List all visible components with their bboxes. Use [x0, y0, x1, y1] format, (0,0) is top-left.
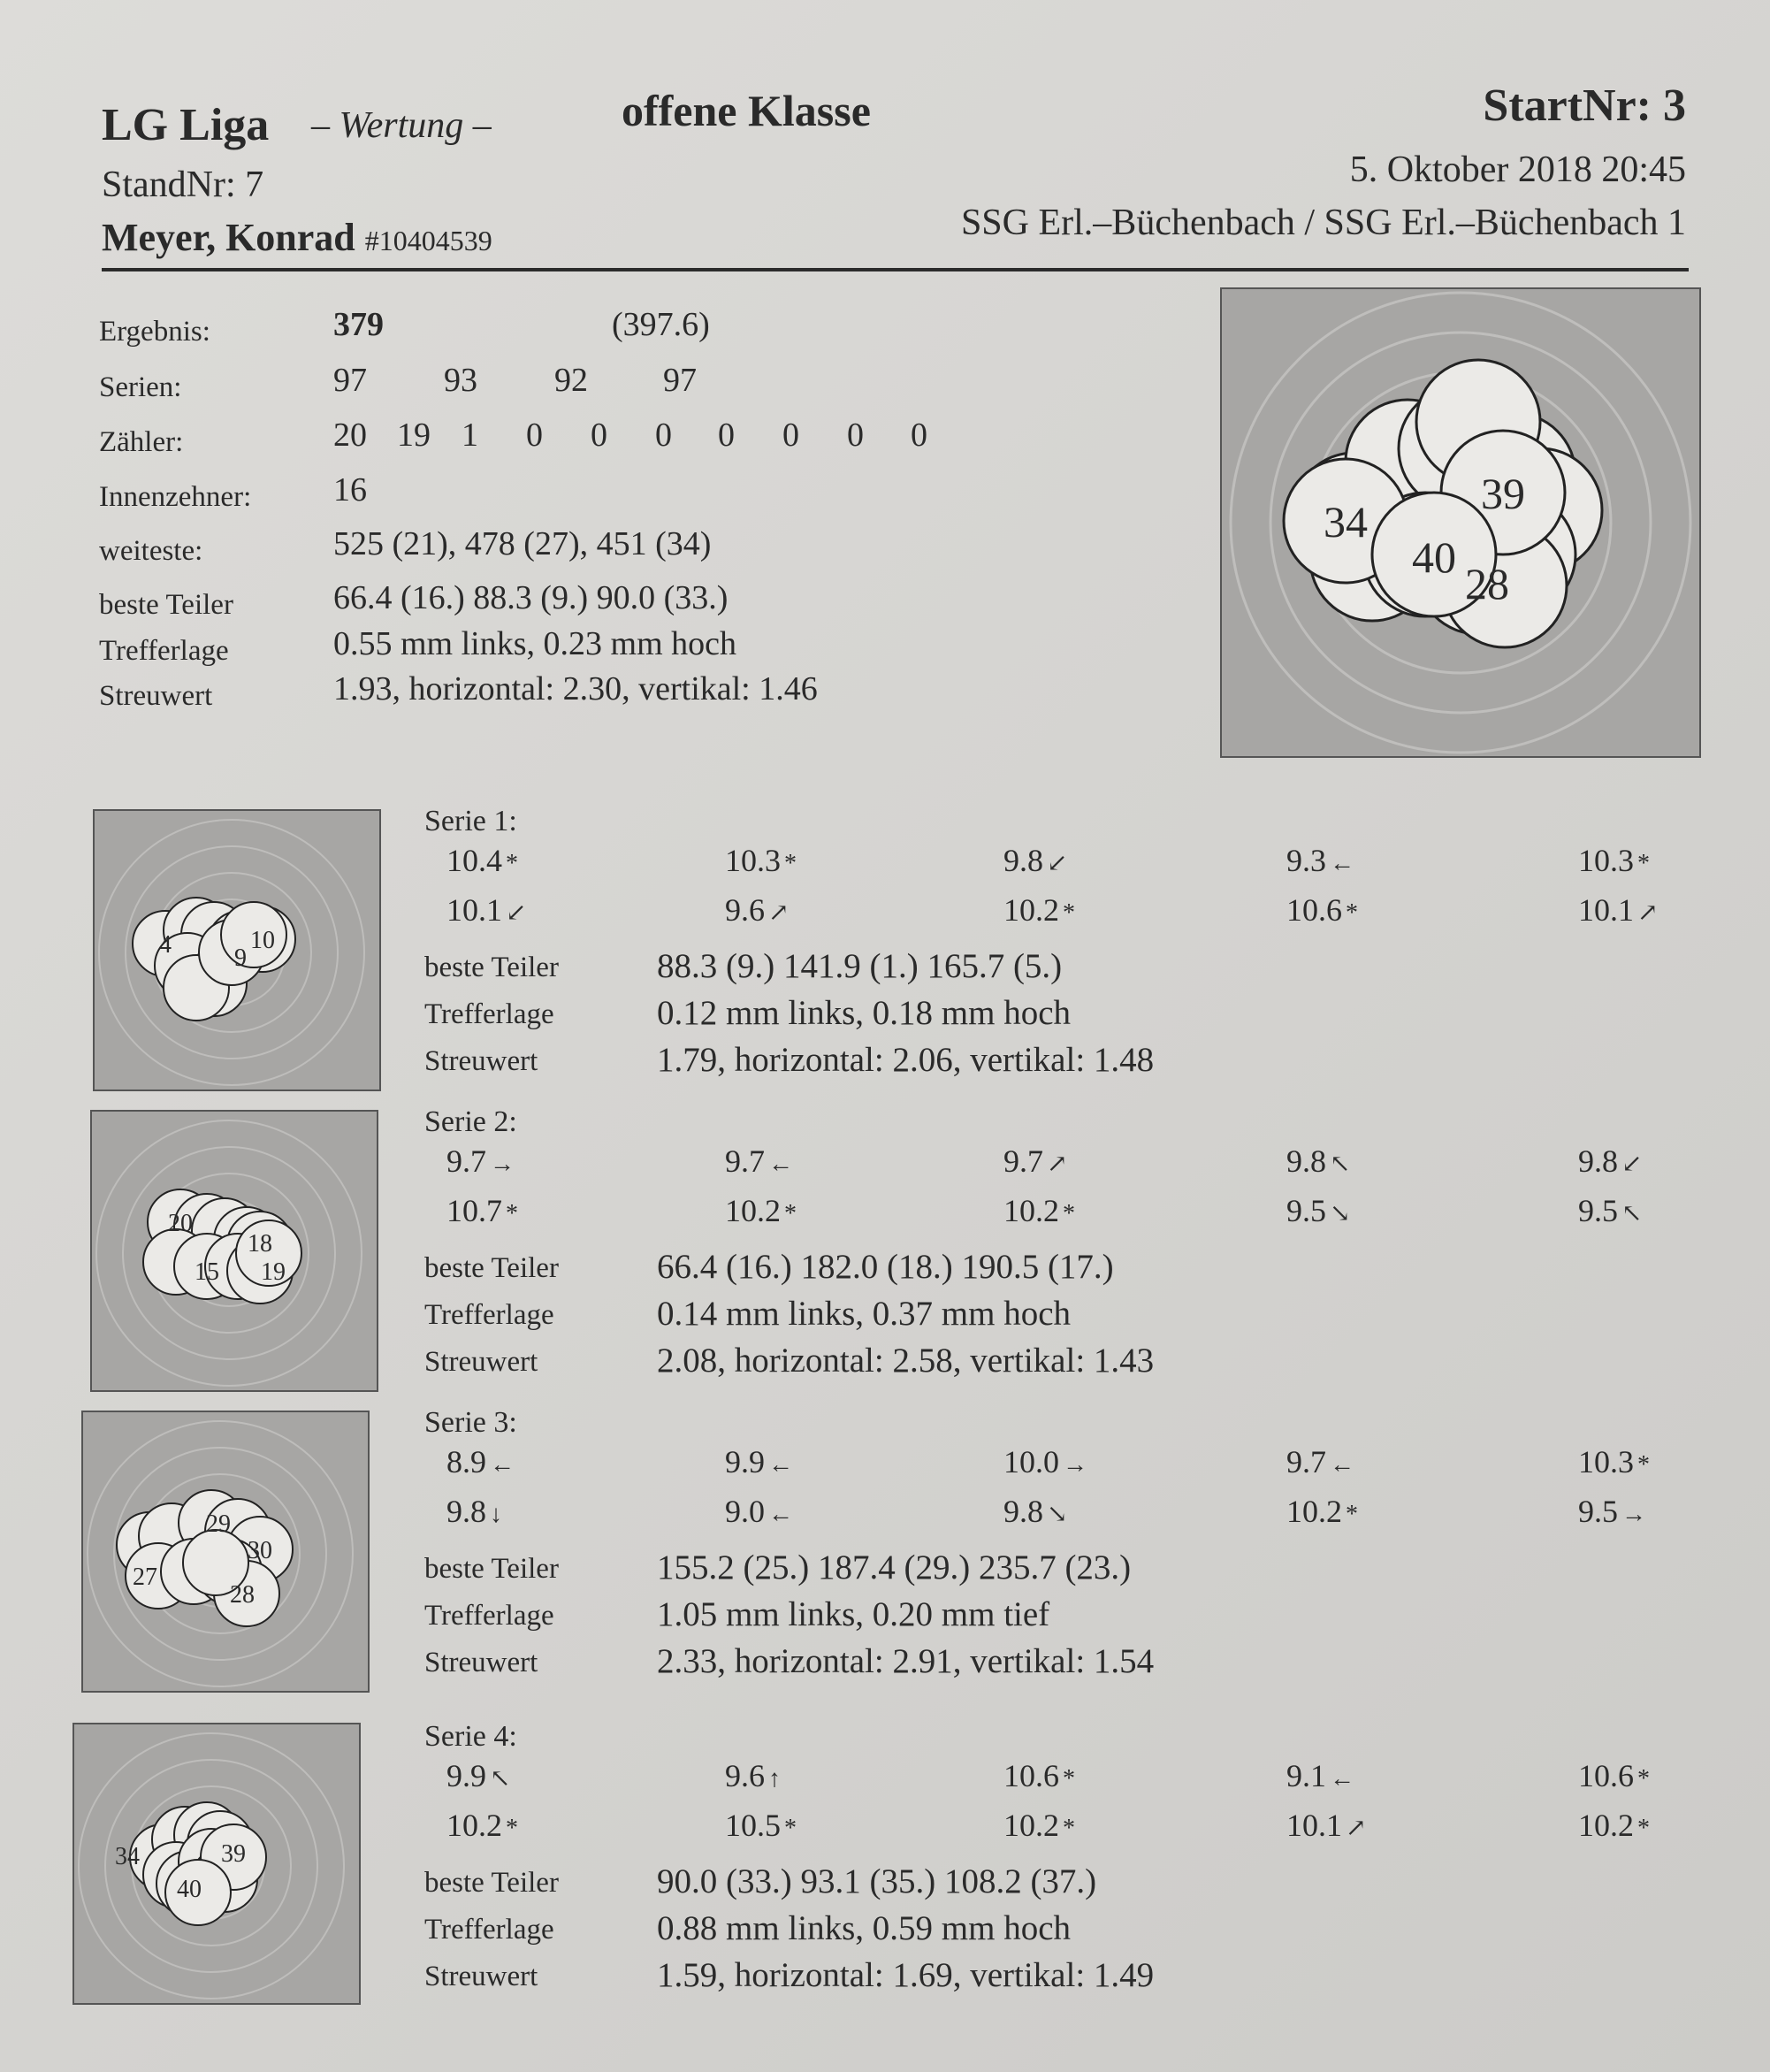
- shot-value: [1003, 891, 1075, 929]
- shot-value: [1286, 1192, 1350, 1229]
- shot-value: [1003, 842, 1067, 879]
- zaehler-value: 0: [655, 417, 672, 454]
- series-streuwert-label: Streuwert: [424, 1045, 538, 1077]
- series-trefferlage-value: 0.12 mm links, 0.18 mm hoch: [657, 994, 1071, 1032]
- center-mark-icon: *: [1063, 1815, 1075, 1842]
- center-mark-icon: *: [1637, 850, 1650, 877]
- summary-streuwert: [99, 669, 948, 723]
- direction-arrow-icon: ↖: [1330, 1151, 1351, 1178]
- direction-arrow-icon: ↙: [506, 899, 527, 927]
- trefferlage-label: Trefferlage: [99, 635, 229, 667]
- innenzehner-label: Innenzehner:: [99, 481, 252, 513]
- series-beste-teiler-value: 88.3 (9.) 141.9 (1.) 165.7 (5.): [657, 947, 1063, 985]
- shot-score: 10.2: [1003, 1193, 1059, 1228]
- shot-value: [446, 1143, 515, 1180]
- shot-score: 9.7: [1286, 1444, 1326, 1479]
- streuwert-value: 1.93, horizontal: 2.30, vertikal: 1.46: [333, 670, 818, 707]
- shot-score: 10.2: [1578, 1808, 1634, 1843]
- shot-score: 9.3: [1286, 843, 1326, 878]
- direction-arrow-icon: ↑: [768, 1765, 781, 1793]
- overall-target-image: [1220, 287, 1701, 758]
- series-beste-teiler-value: 90.0 (33.) 93.1 (35.) 108.2 (37.): [657, 1862, 1097, 1900]
- shot-score: 10.3: [1578, 1444, 1634, 1479]
- shot-score: 9.9: [725, 1444, 765, 1479]
- series-beste-teiler-label: beste Teiler: [424, 1252, 559, 1284]
- direction-arrow-icon: ←: [768, 1501, 793, 1528]
- shot-value: [446, 1443, 515, 1480]
- center-mark-icon: *: [1063, 1765, 1075, 1793]
- weiteste-value: 525 (21), 478 (27), 451 (34): [333, 525, 712, 562]
- zaehler-value: 0: [718, 417, 735, 454]
- shot-value: [446, 1807, 518, 1844]
- shot-score: 9.7: [1003, 1143, 1043, 1179]
- series-beste-teiler-value: 66.4 (16.) 182.0 (18.) 190.5 (17.): [657, 1248, 1114, 1286]
- shot-value: [725, 1443, 793, 1480]
- shot-value: [725, 1757, 781, 1794]
- center-mark-icon: *: [1346, 1501, 1358, 1528]
- series-target-svg: [74, 1724, 359, 2003]
- wertung-subtitle: – Wertung –: [311, 105, 492, 146]
- shot-score: 10.6: [1286, 892, 1342, 928]
- shot-score: 10.0: [1003, 1444, 1059, 1479]
- summary-zaehler: [99, 416, 948, 469]
- shot-label: 30: [248, 1537, 272, 1564]
- series-3-target-image: [81, 1411, 370, 1693]
- series-streuwert-label: Streuwert: [424, 1346, 538, 1378]
- shot-score: 10.1: [446, 892, 502, 928]
- series-4: [402, 1720, 1693, 2021]
- shot-label: 18: [248, 1230, 272, 1258]
- beste-teiler-value: 66.4 (16.) 88.3 (9.) 90.0 (33.): [333, 579, 729, 616]
- shot-score: 10.3: [725, 843, 781, 878]
- shot-value: [725, 1143, 793, 1180]
- shot-value: [1003, 1807, 1075, 1844]
- streuwert-label: Streuwert: [99, 680, 213, 712]
- series-target-svg: [83, 1412, 368, 1691]
- summary-weiteste: [99, 524, 948, 577]
- shot-score: 9.5: [1286, 1193, 1326, 1228]
- series-streuwert-value: 1.59, horizontal: 1.69, vertikal: 1.49: [657, 1956, 1155, 1994]
- summary-innenzehner: [99, 470, 948, 524]
- series-trefferlage-label: Trefferlage: [424, 1914, 554, 1946]
- summary-serien: [99, 361, 948, 414]
- direction-arrow-icon: ↖: [490, 1765, 511, 1793]
- shot-value: [1578, 842, 1650, 879]
- shot-value: [1286, 1443, 1354, 1480]
- direction-arrow-icon: ←: [768, 1151, 793, 1178]
- date-time: 5. Oktober 2018 20:45: [1349, 149, 1686, 190]
- zaehler-value: 0: [591, 417, 607, 454]
- shot-value: [1578, 1493, 1646, 1530]
- direction-arrow-icon: ←: [1330, 1765, 1354, 1793]
- summary-beste-teiler: [99, 578, 948, 631]
- shot-value: [1003, 1493, 1067, 1530]
- shot-label: 9: [234, 944, 247, 972]
- stand-number: StandNr: 7: [102, 164, 264, 205]
- zaehler-value: 20: [333, 417, 367, 454]
- shot-score: 9.5: [1578, 1193, 1618, 1228]
- shot-value: [1286, 1807, 1366, 1844]
- series-target-svg: [95, 811, 379, 1090]
- shot-value: [446, 891, 526, 929]
- center-mark-icon: *: [784, 850, 797, 877]
- direction-arrow-icon: →: [1621, 1501, 1646, 1528]
- serien-value: 97: [663, 362, 697, 399]
- center-mark-icon: *: [1063, 899, 1075, 927]
- header-divider: [102, 268, 1689, 271]
- shot-value: [725, 1493, 793, 1530]
- direction-arrow-icon: ↗: [1047, 1151, 1068, 1178]
- series-streuwert-label: Streuwert: [424, 1647, 538, 1678]
- series-streuwert-label: Streuwert: [424, 1961, 538, 1992]
- shot-score: 9.6: [725, 1758, 765, 1793]
- overall-target-svg: [1222, 289, 1699, 756]
- start-number: StartNr: 3: [1483, 80, 1686, 131]
- direction-arrow-icon: →: [1063, 1451, 1087, 1479]
- weiteste-label: weiteste:: [99, 535, 203, 567]
- class-label: offene Klasse: [622, 86, 871, 135]
- shot-value: [1286, 1143, 1350, 1180]
- center-mark-icon: *: [784, 1815, 797, 1842]
- series-trefferlage-value: 0.14 mm links, 0.37 mm hoch: [657, 1295, 1071, 1333]
- zaehler-value: 0: [526, 417, 543, 454]
- direction-arrow-icon: ↙: [1047, 850, 1068, 877]
- serien-label: Serien:: [99, 371, 182, 403]
- center-mark-icon: *: [506, 850, 518, 877]
- shot-score: 9.8: [1578, 1143, 1618, 1179]
- series-beste-teiler-label: beste Teiler: [424, 952, 559, 983]
- shot-value: [446, 1192, 518, 1229]
- shot-label: 20: [168, 1210, 193, 1237]
- ergebnis-label: Ergebnis:: [99, 316, 210, 348]
- shot-value: [1003, 1143, 1067, 1180]
- shot-value: [1003, 1443, 1087, 1480]
- direction-arrow-icon: ↗: [768, 899, 790, 927]
- shot-score: 10.2: [1003, 1808, 1059, 1843]
- series-title: Serie 3:: [424, 1406, 517, 1439]
- series-1: [402, 805, 1693, 1105]
- center-mark-icon: *: [1637, 1765, 1650, 1793]
- direction-arrow-icon: ↗: [1637, 899, 1659, 927]
- shot-label: 34: [115, 1843, 140, 1870]
- shot-value: [725, 891, 789, 929]
- shot-label: 19: [261, 1258, 286, 1286]
- direction-arrow-icon: ↓: [490, 1501, 502, 1528]
- innenzehner-value: 16: [333, 471, 367, 508]
- serien-value: 97: [333, 362, 367, 399]
- shot-value: [725, 842, 797, 879]
- shot-value: [1578, 1443, 1650, 1480]
- shot-score: 9.5: [1578, 1494, 1618, 1529]
- shot-score: 10.1: [1578, 892, 1634, 928]
- shot-label: 40: [1412, 532, 1456, 582]
- zaehler-value: 0: [847, 417, 864, 454]
- shot-score: 10.5: [725, 1808, 781, 1843]
- shot-score: 9.1: [1286, 1758, 1326, 1793]
- shot-score: 9.6: [725, 892, 765, 928]
- shot-label: 10: [250, 927, 275, 954]
- shot-label: 34: [1324, 497, 1368, 547]
- trefferlage-value: 0.55 mm links, 0.23 mm hoch: [333, 625, 736, 662]
- series-trefferlage-label: Trefferlage: [424, 998, 554, 1030]
- center-mark-icon: *: [1637, 1815, 1650, 1842]
- shot-label: 28: [1465, 559, 1509, 608]
- shot-value: [446, 1493, 502, 1530]
- direction-arrow-icon: ↙: [1621, 1151, 1643, 1178]
- shot-label: 39: [221, 1840, 246, 1868]
- ergebnis-value: 379: [333, 306, 384, 343]
- shot-label: 4: [159, 931, 172, 959]
- series-2-target-image: [90, 1110, 378, 1392]
- shot-score: 9.9: [446, 1758, 486, 1793]
- direction-arrow-icon: ↘: [1047, 1501, 1068, 1528]
- shot-label: 39: [1481, 469, 1525, 518]
- series-streuwert-value: 2.08, horizontal: 2.58, vertikal: 1.43: [657, 1342, 1155, 1380]
- shot-label: 15: [195, 1258, 219, 1286]
- series-2: [402, 1105, 1693, 1406]
- series-streuwert-value: 1.79, horizontal: 2.06, vertikal: 1.48: [657, 1041, 1155, 1079]
- shot-score: 9.7: [446, 1143, 486, 1179]
- shot-score: 10.2: [446, 1808, 502, 1843]
- zaehler-label: Zähler:: [99, 426, 184, 458]
- shot-label: 27: [133, 1564, 157, 1591]
- zaehler-value: 0: [782, 417, 799, 454]
- shot-score: 9.8: [446, 1494, 486, 1529]
- shot-value: [1286, 891, 1358, 929]
- center-mark-icon: *: [506, 1200, 518, 1227]
- shooter-id: #10404539: [364, 225, 492, 256]
- series-beste-teiler-value: 155.2 (25.) 187.4 (29.) 235.7 (23.): [657, 1548, 1132, 1586]
- shot-score: 9.8: [1003, 1494, 1043, 1529]
- ergebnis-decimal: (397.6): [612, 306, 710, 343]
- shot-value: [725, 1807, 797, 1844]
- zaehler-value: 0: [911, 417, 927, 454]
- center-mark-icon: *: [506, 1815, 518, 1842]
- shot-value: [1578, 1807, 1650, 1844]
- shot-score: 10.4: [446, 843, 502, 878]
- shot-score: 10.1: [1286, 1808, 1342, 1843]
- shot-score: 10.2: [725, 1193, 781, 1228]
- league-title: LG Liga: [102, 100, 270, 150]
- serien-value: 93: [444, 362, 477, 399]
- direction-arrow-icon: ↖: [1621, 1200, 1643, 1227]
- series-trefferlage-label: Trefferlage: [424, 1299, 554, 1331]
- shot-value: [1003, 1757, 1075, 1794]
- shot-score: 9.0: [725, 1494, 765, 1529]
- club-name: SSG Erl.–Büchenbach / SSG Erl.–Büchenbach 1: [960, 203, 1686, 243]
- direction-arrow-icon: ←: [768, 1451, 793, 1479]
- shot-value: [1578, 1143, 1642, 1180]
- shot-score: 9.8: [1286, 1143, 1326, 1179]
- center-mark-icon: *: [1637, 1451, 1650, 1479]
- shooter-name: [102, 215, 492, 260]
- shot-value: [1286, 842, 1354, 879]
- serien-value: 92: [554, 362, 588, 399]
- center-mark-icon: *: [1346, 899, 1358, 927]
- zaehler-value: 19: [397, 417, 431, 454]
- series-3: [402, 1406, 1693, 1707]
- shot-score: 10.6: [1003, 1758, 1059, 1793]
- direction-arrow-icon: ↘: [1330, 1200, 1351, 1227]
- series-trefferlage-label: Trefferlage: [424, 1600, 554, 1632]
- shot-score: 10.3: [1578, 843, 1634, 878]
- summary-ergebnis: [99, 305, 948, 358]
- shot-value: [1003, 1192, 1075, 1229]
- shot-value: [725, 1192, 797, 1229]
- direction-arrow-icon: ←: [1330, 1451, 1354, 1479]
- shot-label: 28: [230, 1581, 255, 1609]
- shot-score: 10.6: [1578, 1758, 1634, 1793]
- shot-value: [1578, 891, 1658, 929]
- series-trefferlage-value: 1.05 mm links, 0.20 mm tief: [657, 1595, 1050, 1633]
- series-beste-teiler-label: beste Teiler: [424, 1553, 559, 1585]
- series-title: Serie 1:: [424, 805, 517, 837]
- direction-arrow-icon: ↗: [1346, 1815, 1367, 1842]
- series-target-svg: [92, 1112, 377, 1390]
- series-trefferlage-value: 0.88 mm links, 0.59 mm hoch: [657, 1909, 1071, 1947]
- beste-teiler-label: beste Teiler: [99, 589, 233, 621]
- shot-label: 40: [177, 1876, 202, 1903]
- series-title: Serie 4:: [424, 1720, 517, 1753]
- series-streuwert-value: 2.33, horizontal: 2.91, vertikal: 1.54: [657, 1642, 1155, 1680]
- shot-value: [1286, 1493, 1358, 1530]
- series-title: Serie 2:: [424, 1105, 517, 1138]
- shot-label: 29: [206, 1510, 231, 1538]
- shot-score: 9.8: [1003, 843, 1043, 878]
- shot-value: [446, 1757, 510, 1794]
- series-1-target-image: [93, 809, 381, 1091]
- shot-value: [1578, 1192, 1642, 1229]
- shot-value: [1286, 1757, 1354, 1794]
- shot-score: 10.2: [1003, 892, 1059, 928]
- direction-arrow-icon: →: [490, 1151, 515, 1178]
- center-mark-icon: *: [1063, 1200, 1075, 1227]
- series-4-target-image: [72, 1723, 361, 2005]
- shot-score: 10.2: [1286, 1494, 1342, 1529]
- shot-value: [446, 842, 518, 879]
- center-mark-icon: *: [784, 1200, 797, 1227]
- direction-arrow-icon: ←: [490, 1451, 515, 1479]
- direction-arrow-icon: ←: [1330, 850, 1354, 877]
- shot-value: [1578, 1757, 1650, 1794]
- shot-score: 9.7: [725, 1143, 765, 1179]
- series-beste-teiler-label: beste Teiler: [424, 1867, 559, 1899]
- zaehler-value: 1: [462, 417, 478, 454]
- shot-score: 8.9: [446, 1444, 486, 1479]
- shooter-name-text: Meyer, Konrad: [102, 216, 355, 259]
- shot-score: 10.7: [446, 1193, 502, 1228]
